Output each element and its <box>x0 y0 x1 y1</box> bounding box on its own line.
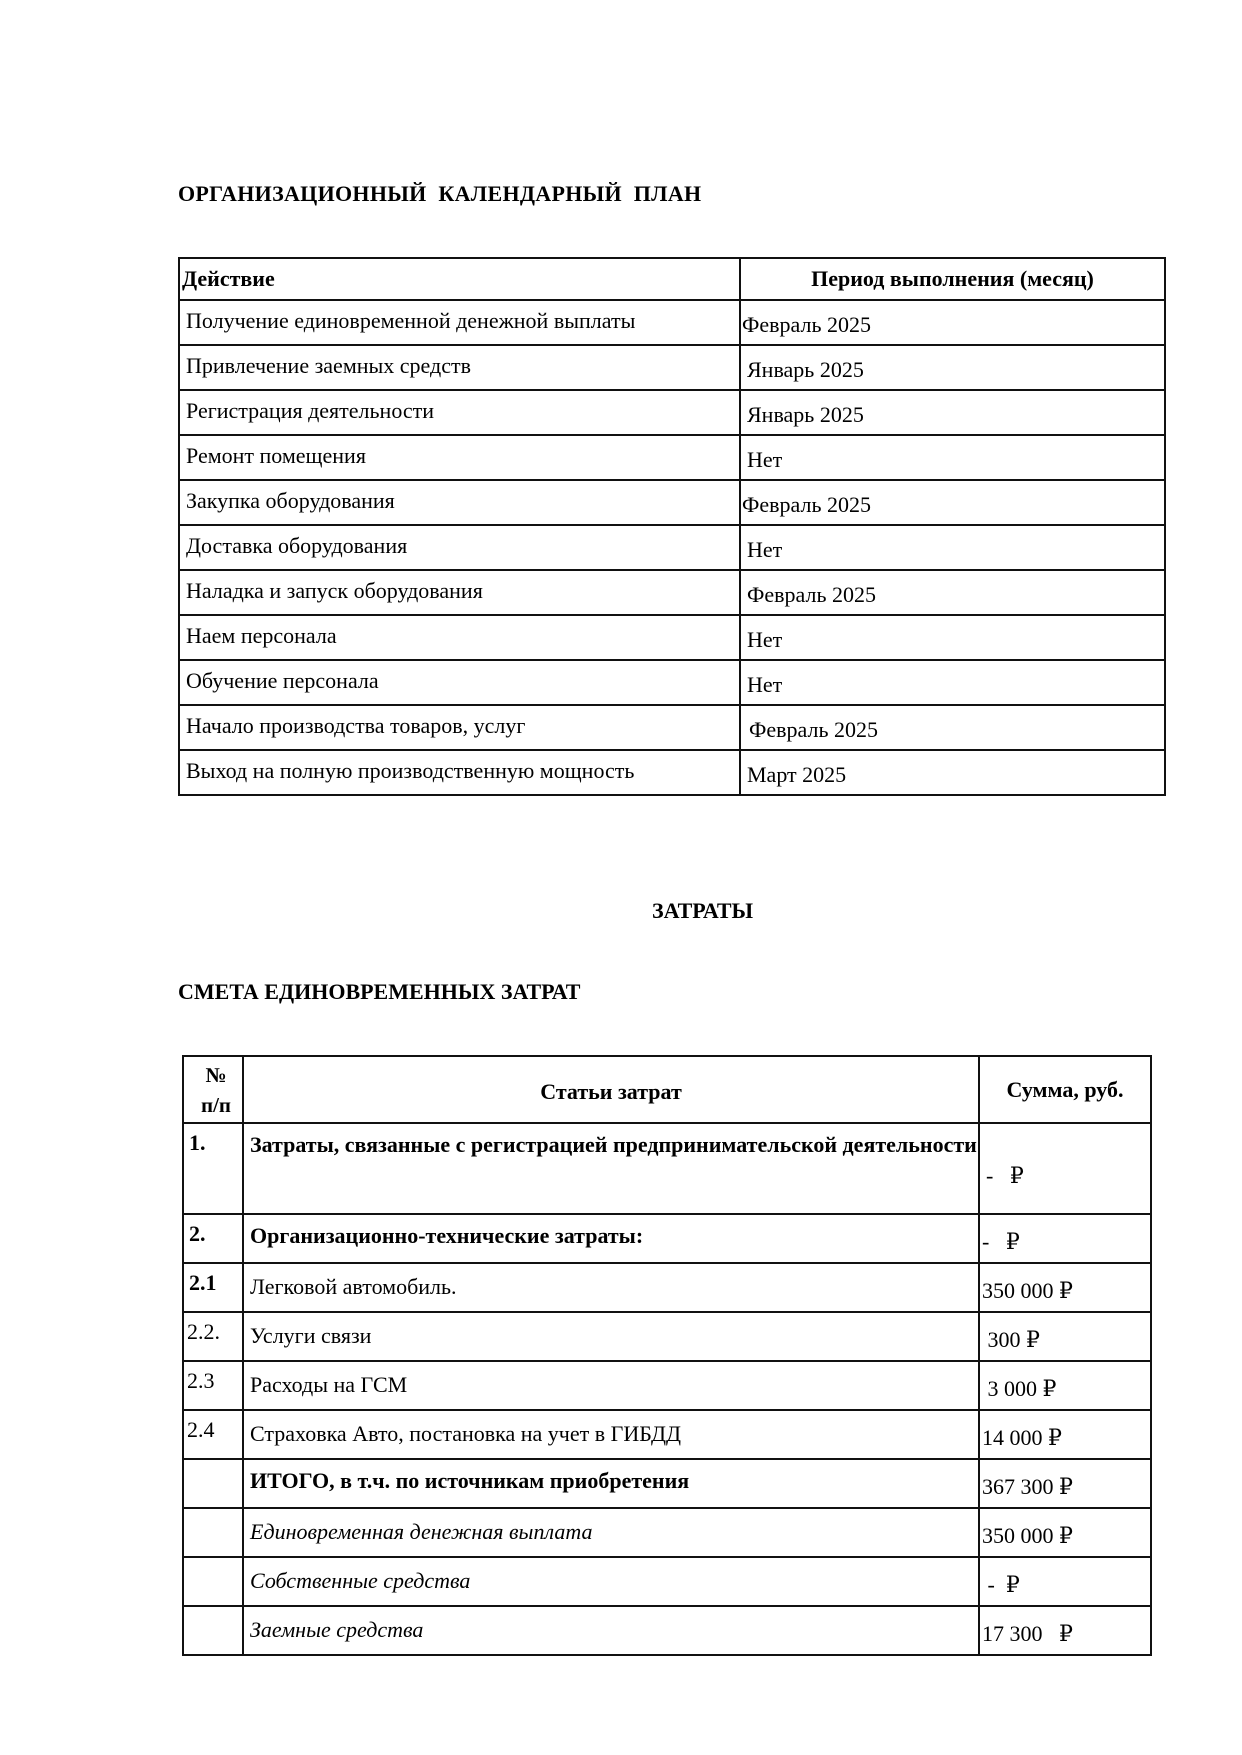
row-number: 1. <box>183 1123 243 1214</box>
action-cell: Ремонт помещения <box>179 435 740 480</box>
period-cell: Нет <box>740 525 1165 570</box>
header-number <box>183 1056 243 1123</box>
cost-value: 300 ₽ <box>979 1312 1151 1361</box>
row-number: 2.1 <box>183 1263 243 1312</box>
cost-item: Расходы на ГСМ <box>243 1361 979 1410</box>
table-row <box>183 1123 1151 1214</box>
period-cell: Март 2025 <box>740 750 1165 795</box>
action-cell: Привлечение заемных средств <box>179 345 740 390</box>
period-cell: Февраль 2025 <box>740 480 1165 525</box>
row-number <box>183 1557 243 1606</box>
header-number-sign: № <box>205 1062 227 1087</box>
cost-value: - ₽ <box>979 1123 1151 1214</box>
cost-item: Легковой автомобиль. <box>243 1263 979 1312</box>
plan-title: ОРГАНИЗАЦИОННЫЙ КАЛЕНДАРНЫЙ ПЛАН <box>178 181 702 206</box>
total-value: 367 300 ₽ <box>979 1459 1151 1508</box>
source-item: Заемные средства <box>243 1606 979 1655</box>
header-number-pp: п/п <box>200 1092 232 1117</box>
calendar-plan-table <box>178 257 1166 796</box>
table-row <box>183 1214 1151 1263</box>
cost-item: Затраты, связанные с регистрацией предпринимательской деятельности <box>243 1123 979 1214</box>
action-cell: Наладка и запуск оборудования <box>179 570 740 615</box>
table-row <box>183 1459 1151 1508</box>
cost-item: Страховка Авто, постановка на учет в ГИБДД <box>243 1410 979 1459</box>
action-cell: Наем персонала <box>179 615 740 660</box>
header-period: Период выполнения (месяц) <box>740 258 1165 300</box>
table-row <box>183 1312 1151 1361</box>
table-row <box>179 390 1165 435</box>
table-row <box>179 345 1165 390</box>
period-cell: Нет <box>740 660 1165 705</box>
cost-value: - ₽ <box>979 1214 1151 1263</box>
table-row <box>183 1361 1151 1410</box>
cost-estimate-table <box>182 1055 1152 1656</box>
period-cell: Февраль 2025 <box>740 300 1165 345</box>
row-number: 2.3 <box>183 1361 243 1410</box>
source-item: Собственные средства <box>243 1557 979 1606</box>
action-cell: Доставка оборудования <box>179 525 740 570</box>
action-cell: Обучение персонала <box>179 660 740 705</box>
table-row <box>179 435 1165 480</box>
row-number <box>183 1508 243 1557</box>
table-row <box>183 1263 1151 1312</box>
action-cell: Регистрация деятельности <box>179 390 740 435</box>
row-number <box>183 1606 243 1655</box>
table-row <box>183 1410 1151 1459</box>
row-number: 2. <box>183 1214 243 1263</box>
cost-item: Организационно-технические затраты: <box>243 1214 979 1263</box>
row-number: 2.2. <box>183 1312 243 1361</box>
period-cell: Февраль 2025 <box>740 570 1165 615</box>
header-item: Статьи затрат <box>243 1056 979 1123</box>
cost-item: Услуги связи <box>243 1312 979 1361</box>
row-number <box>183 1459 243 1508</box>
table-row <box>179 300 1165 345</box>
source-value: 17 300 ₽ <box>979 1606 1151 1655</box>
action-cell: Выход на полную производственную мощность <box>179 750 740 795</box>
source-value: - ₽ <box>979 1557 1151 1606</box>
table-row <box>179 570 1165 615</box>
cost-value: 14 000 ₽ <box>979 1410 1151 1459</box>
table-row <box>179 705 1165 750</box>
period-cell: Январь 2025 <box>740 345 1165 390</box>
period-cell: Январь 2025 <box>740 390 1165 435</box>
period-cell: Нет <box>740 615 1165 660</box>
costs-section-title: ЗАТРАТЫ <box>652 898 754 923</box>
action-cell: Начало производства товаров, услуг <box>179 705 740 750</box>
table-row <box>179 615 1165 660</box>
table-row <box>183 1508 1151 1557</box>
table-row <box>179 480 1165 525</box>
table-row <box>179 750 1165 795</box>
source-item: Единовременная денежная выплата <box>243 1508 979 1557</box>
total-item: ИТОГО, в т.ч. по источникам приобретения <box>243 1459 979 1508</box>
cost-value: 350 000 ₽ <box>979 1263 1151 1312</box>
row-number: 2.4 <box>183 1410 243 1459</box>
table-row <box>179 660 1165 705</box>
cost-value: 3 000 ₽ <box>979 1361 1151 1410</box>
table-header-row <box>183 1056 1151 1123</box>
period-cell: Февраль 2025 <box>740 705 1165 750</box>
estimate-title: СМЕТА ЕДИНОВРЕМЕННЫХ ЗАТРАТ <box>178 979 581 1004</box>
header-action: Действие <box>179 258 740 300</box>
action-cell: Получение единовременной денежной выплаты <box>179 300 740 345</box>
header-sum: Сумма, руб. <box>979 1056 1151 1123</box>
table-row <box>179 525 1165 570</box>
action-cell: Закупка оборудования <box>179 480 740 525</box>
table-row <box>183 1557 1151 1606</box>
source-value: 350 000 ₽ <box>979 1508 1151 1557</box>
table-row <box>183 1606 1151 1655</box>
table-header-row <box>179 258 1165 300</box>
period-cell: Нет <box>740 435 1165 480</box>
